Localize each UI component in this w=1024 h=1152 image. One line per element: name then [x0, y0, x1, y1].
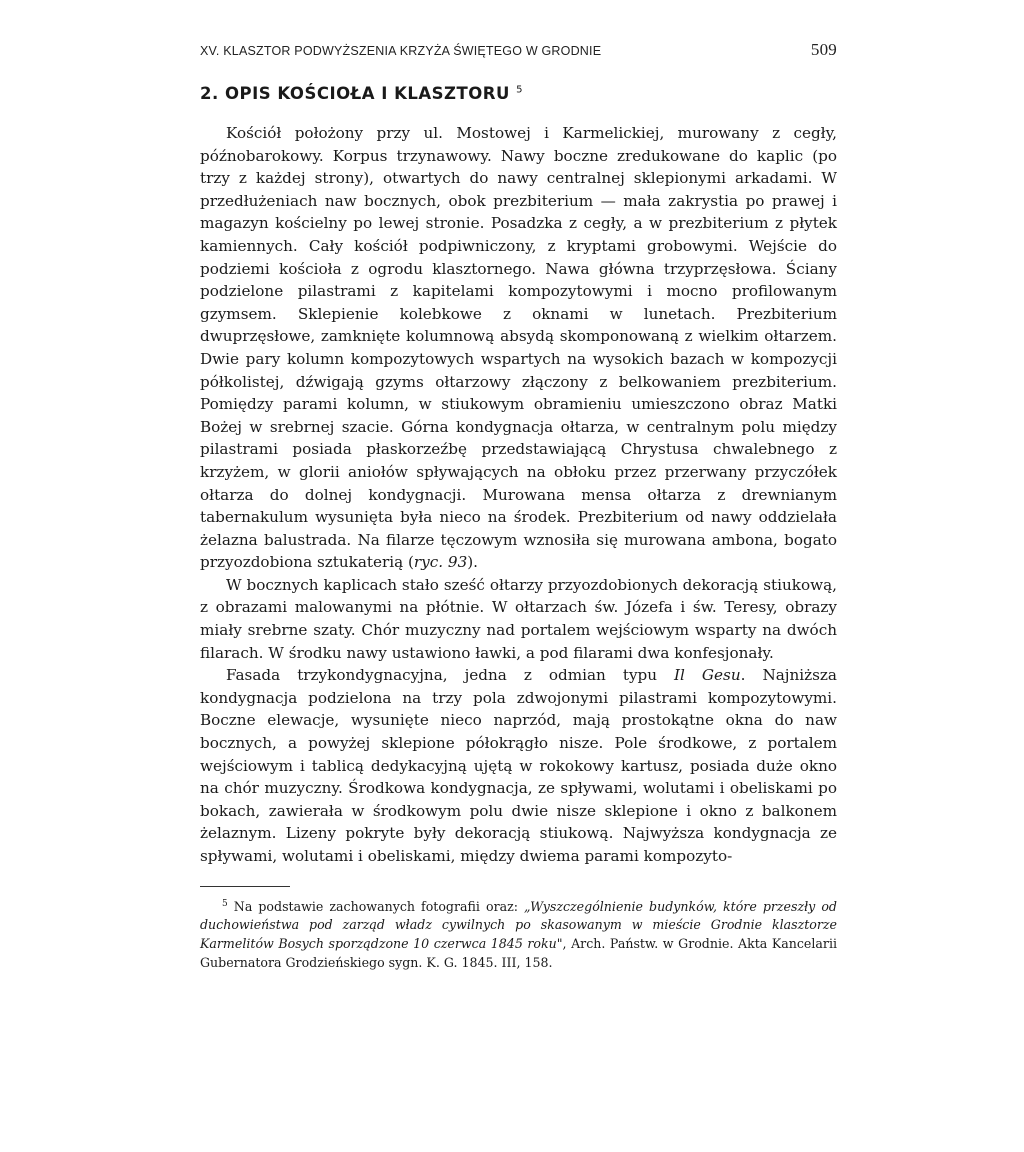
- footnote-rest: , Arch. Państw. w Grodnie. Akta Kancelarii Gubernatora Grodzieńskiego sygn. K. G. 1845. III, 158.: [200, 935, 837, 970]
- paragraph-church-interior: [200, 122, 837, 574]
- figure-reference: ryc. 93: [413, 553, 468, 572]
- paragraph-3-start: Fasada trzykondygnacyjna, jedna z odmian typu: [226, 666, 675, 685]
- footnote-marker: 5: [222, 898, 228, 909]
- footnote: [200, 895, 837, 973]
- running-header: [200, 40, 837, 62]
- il-gesu-italic: Il Gesu: [674, 666, 741, 685]
- page-number: 509: [810, 40, 837, 59]
- footnote-reference: 5: [516, 84, 524, 96]
- section-title-text: 2. OPIS KOŚCIOŁA I KLASZTORU: [200, 84, 510, 103]
- footnote-lead: Na podstawie zachowanych fotografii oraz:: [233, 898, 525, 914]
- footnote-italic-title: „Wyszczególnienie budynków, które przeszły od duchowieństwa pod zarząd władz cywilnych po skasowanym w mieście Grodnie klasztorze Karmelitów Bosych sporządzone 10 czerwca 1845 roku": [200, 898, 837, 951]
- paragraph-1-end: ).: [467, 553, 479, 572]
- paragraph-side-chapels: W bocznych kaplicach stało sześć ołtarzy przyozdobionych dekoracją stiukową, z obrazami malowanymi na płótnie. W ołtarzach św. Józefa i św. Teresy, obrazy miały srebrne szaty. Chór muzyczny nad portalem wejściowym wsparty na dwóch filarach. W środku nawy ustawiono ławki, a pod filarami dwa konfesjonały.: [200, 575, 837, 662]
- footnote-divider: [200, 886, 290, 887]
- body-text: [200, 122, 837, 868]
- section-heading: [200, 84, 837, 103]
- paragraph-3-rest: . Najniższa kondygnacja podzielona na trzy pola zdwojonymi pilastrami kompozytowymi. Boczne elewacje, wysunięte nieco naprzód, mają prostokątne okna do naw bocznych, a powyżej sklepione półokrągło nisze. Pole środkowe, z portalem wejściowym i tablicą dedykacyjną ujętą w rokokowy kartusz, posiada duże okno na chór muzyczny. Środkowa kondygnacja, ze spływami, wolutami i obeliskami po bokach, zawierała w środkowym polu dwie nisze sklepione i okno z balkonem żelaznym. Lizeny pokryte były dekoracją stiukową. Najwyższa kondygnacja ze spływami, wolutami i obeliskami, między dwiema parami kompozyto-: [200, 666, 837, 865]
- running-title: XV. KLASZTOR PODWYŻSZENIA KRZYŻA ŚWIĘTEGO W GRODNIE: [200, 44, 602, 58]
- book-page: [200, 40, 837, 972]
- paragraph-1-text: Kościół położony przy ul. Mostowej i Karmelickiej, murowany z cegły, późnobarokowy. Korpus trzynawowy. Nawy boczne zredukowane do kaplic (po trzy z każdej strony), otwartych do nawy centralnej sklepionymi arkadami. W przedłużeniach naw bocznych, obok prezbiterium — mała zakrystia po prawej i magazyn kościelny po lewej stronie. Posadzka z cegły, a w prezbiterium z płytek kamiennych. Cały kościół podpiwniczony, z kryptami grobowymi. Wejście do podziemi kościoła z ogrodu klasztornego. Nawa główna trzyprzęsłowa. Ściany podzielone pilastrami z kapitelami kompozytowymi i mocno profilowanym gzymsem. Sklepienie kolebkowe z oknami w lunetach. Prezbiterium dwuprzęsłowe, zamknięte kolumnową absydą skomponowaną z wielkim ołtarzem. Dwie pary kolumn kompozytowych wspartych na wysokich bazach w kompozycji półkolistej, dźwigają gzyms ołtarzowy złączony z belkowaniem prezbiterium. Pomiędzy parami kolumn, w stiukowym obramieniu umieszczono obraz Matki Bożej w srebrnej szacie. Górna kondygnacja ołtarza, w centralnym polu między pilastrami posiada płaskorzeźbę przedstawiającą Chrystusa chwalebnego z krzyżem, w glorii aniołów spływających na obłoku przez przerwany przyczółek ołtarza do dolnej kondygnacji. Murowana mensa ołtarza z drewnianym tabernakulum wysunięta była nieco na środek. Prezbiterium od nawy oddzielała żelazna balustrada. Na filarze tęczowym wznosiła się murowana ambona, bogato przyozdobiona sztukaterią (: [200, 124, 837, 572]
- paragraph-facade: [200, 664, 837, 867]
